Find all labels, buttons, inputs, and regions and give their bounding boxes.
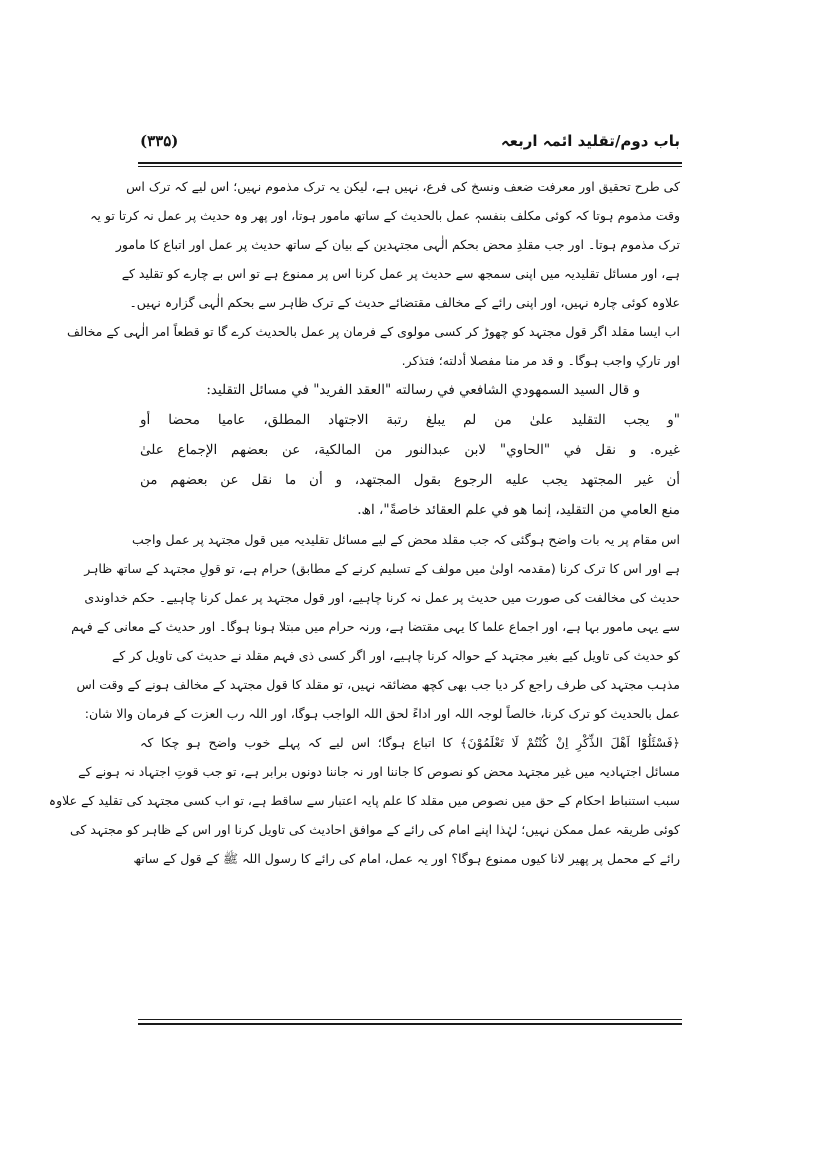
page-body: [48, 172, 680, 873]
quran-verse-line: ﴿فَسْئَلُوْٓا اَهْلَ الذِّكْرِ اِنْ كُنْتُمْ لَا تَعْلَمُوْنَ﴾ کا اتباع ہوگا؛ اس لیے کہ پہلے خوب واضح ہو چکا کہ: [140, 735, 680, 750]
text-line: اس مقام پر یہ بات واضح ہوگئی کہ جب مقلد محض کے لیے مسائل تقلیدیہ میں قول مجتہد پر عمل واجب: [131, 532, 680, 547]
text-line: ہے، اور مسائل تقلیدیہ میں اپنی سمجھ سے حدیث پر عمل کرنا اس پر ممنوع ہے تو اس بے چارے کو تقلید کے: [121, 266, 680, 281]
text-line: ہے اور اس کا ترک کرنا (مقدمہ اولیٰ میں مولف کے تسلیم کرنے کے مطابق) حرام ہے، تو قولِ مجتہد کے ساتھ ظاہر: [84, 561, 680, 576]
paragraph-urdu-2: [48, 525, 680, 873]
arabic-intro-line: و قال السيد السمهودي الشافعي في رسالته "العقد الفريد" في مسائل التقليد:: [206, 382, 640, 398]
paragraph-urdu-1: [67, 172, 680, 375]
footer-rule-top: [138, 1019, 682, 1020]
text-line: کوئی طریقہ عمل ممکن نہیں؛ لہٰذا اپنے امام کی رائے کے موافق احادیث کی تاویل کرنا اور اس کے ظاہر کو مجتہد کی: [70, 822, 680, 837]
text-line: علاوہ کوئی چارہ نہیں، اور اپنی رائے کے مخالف مقتضائے حدیث کے ترک ظاہر سے بحکم الٰہی گزارہ نہیں۔: [129, 295, 680, 310]
arabic-quotation: [140, 375, 680, 525]
text-line: کو حدیث کی تاویل کیے بغیر مجتہد کے حوالہ کرنا چاہیے، اور اگر کسی ذی فہم مقلد نے حدیث کی تاویل کر کے: [111, 648, 680, 663]
header-rule-bottom: [138, 166, 682, 167]
text-line: ترک مذموم ہوتا۔ اور جب مقلدِ محض بحکم الٰہی مجتہدین کے بیان کے ساتھ حدیث پر عمل اور اتباع کا مامور: [115, 237, 680, 252]
text-line: حدیث کی مخالفت کی صورت میں حدیث پر عمل نہ کرنا چاہیے، اور قول مجتہد پر عمل کرنا چاہیے۔ حکم خداوندی: [84, 590, 680, 605]
arabic-quote-line: منع العامي من التقليد، إنما هو في علم العقائد خاصةً"، اھ.: [357, 502, 680, 518]
footer-rule-bottom: [138, 1023, 682, 1025]
page-number: (۳۳۵): [140, 132, 179, 150]
text-line: عمل بالحدیث کو ترک کرنا، خالصاً لوجہ اللہ اور اداءً لحق اللہ الواجب ہوگا، اور اللہ رب العزت کے فرمان والا شان:: [84, 706, 680, 721]
text-line: کی طرح تحقیق اور معرفت ضعف ونسخ کی فرع، نہیں ہے، لیکن یہ ترک مذموم نہیں؛ اس لیے کہ ترک اس: [126, 179, 680, 194]
header-rule-top: [138, 162, 682, 164]
chapter-title: باب دوم/تقلید ائمہ اربعہ: [500, 132, 680, 150]
text-line: سبب استنباط احکام کے حق میں نصوص میں مقلد کا علم پایہ اعتبار سے ساقط ہے، تو اب کسی مجتہد کی تقلید کے علاوہ: [48, 793, 680, 808]
text-line: اب ایسا مقلد اگر قول مجتہد کو چھوڑ کر کسی مولوی کے فرمان پر عمل بالحدیث کرے گا تو قطعاً امر الٰہی کے مخالف: [67, 324, 680, 339]
text-line: مذہب مجتہد کی طرف راجع کر دیا جب بھی کچھ مضائقہ نہیں، تو مقلد کا قول مجتہد کے مخالف ہونے کے وقت اس: [76, 677, 680, 692]
page-header: [140, 132, 680, 158]
text-line: رائے کے محمل پر پھیر لانا کیوں ممنوع ہوگا؟ اور یہ عمل، امام کی رائے کا رسول اللہ ﷺ کے قول کے ساتھ: [133, 851, 680, 866]
text-line: اور تارکِ واجب ہوگا۔ و قد مر منا مفصلا أدلته؛ فتذكر.: [401, 353, 680, 368]
text-line: وقت مذموم ہوتا کہ کوئی مکلف بنفسہٖ عمل بالحدیث کے ساتھ مامور ہوتا، اور پھر وہ حدیث پر عمل نہ کرتا تو یہ: [90, 208, 680, 223]
arabic-quote-line: "و يجب التقليد علیٰ من لم يبلغ رتبة الاجتهاد المطلق، عاميا محضا أو: [140, 412, 680, 428]
arabic-quote-line: غيره. و نقل في "الحاوي" لابن عبدالنور من المالكية، عن بعضهم الإجماع علیٰ: [140, 442, 680, 458]
text-line: مسائل اجتہادیہ میں غیر مجتہد محض کو نصوص کا جاننا اور نہ جاننا دونوں برابر ہے، تو جب قوتِ اجتہاد نہ ہونے کے: [78, 764, 680, 779]
text-line: سے یہی مامور بہا ہے، اور اجماع علما کا یہی مقتضا ہے، ورنہ حرام میں مبتلا ہونا ہوگا۔ اور حدیث کے معانی کے فہم: [71, 619, 680, 634]
arabic-quote-line: أن غير المجتهد يجب عليه الرجوع بقول المجتهد، و أن ما نقل عن بعضهم من: [140, 472, 680, 488]
